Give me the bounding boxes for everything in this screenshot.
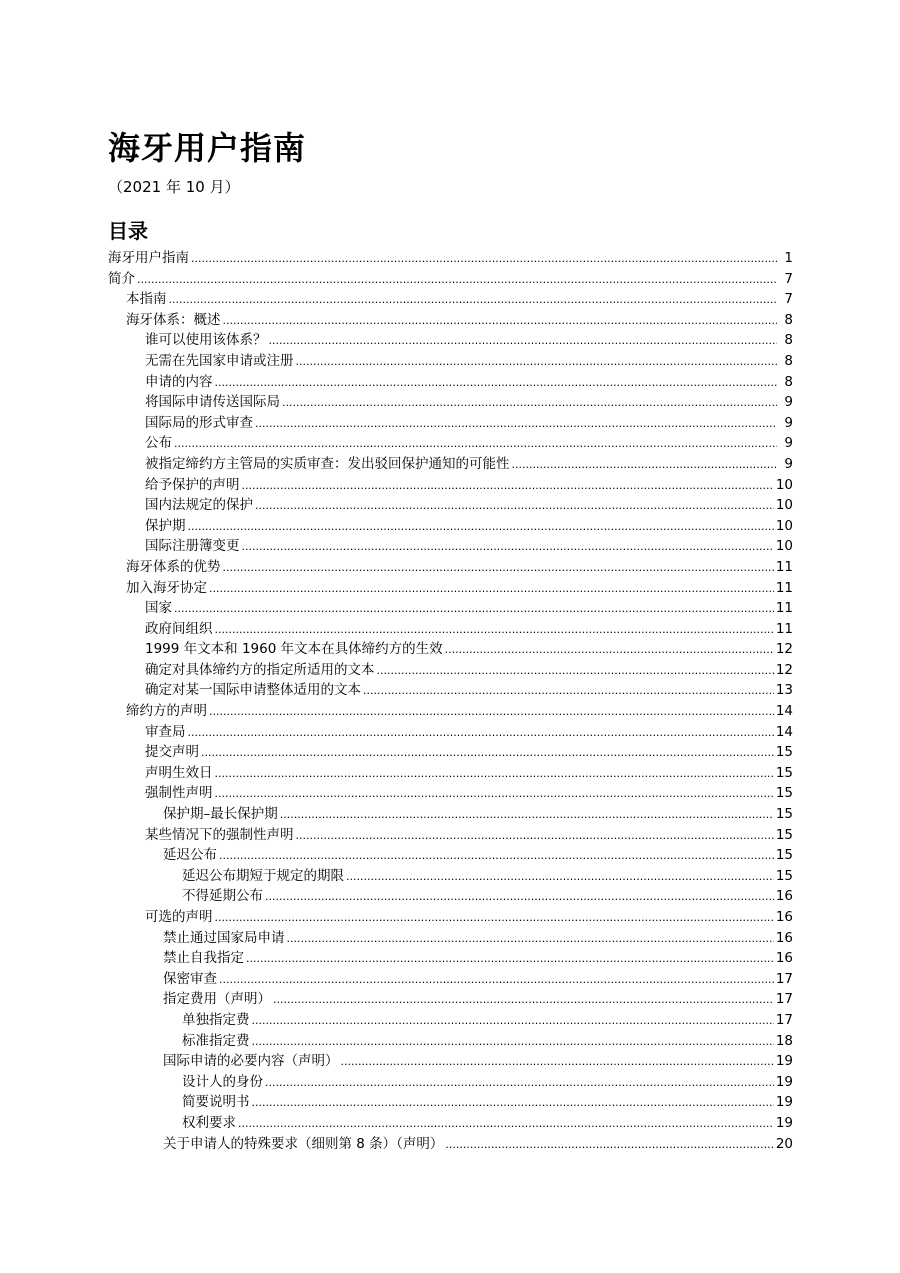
toc-entry[interactable] bbox=[108, 269, 793, 290]
toc-entry[interactable] bbox=[108, 536, 793, 557]
toc-entry-page-number: 19 bbox=[775, 1053, 793, 1070]
toc-entry-page-number: 18 bbox=[775, 1032, 793, 1049]
toc-dot-leader bbox=[238, 1114, 774, 1135]
toc-entry-page-number: 12 bbox=[775, 641, 793, 658]
toc-entry-title: 可选的声明 bbox=[145, 909, 213, 925]
toc-entry[interactable] bbox=[108, 1134, 793, 1155]
toc-entry[interactable] bbox=[108, 1072, 793, 1093]
toc-dot-leader bbox=[445, 1135, 773, 1156]
toc-entry-title: 海牙用户指南 bbox=[108, 250, 189, 266]
toc-dot-leader bbox=[223, 311, 778, 332]
toc-entry-page-number: 8 bbox=[784, 311, 793, 328]
document-title: 海牙用户指南 bbox=[108, 129, 307, 167]
toc-entry-title: 关于申请人的特殊要求（细则第 8 条）（声明） bbox=[163, 1135, 444, 1152]
toc-entry-title: 申请的内容 bbox=[145, 373, 213, 390]
toc-entry-title: 单独指定费 bbox=[182, 1011, 250, 1028]
toc-entry-page-number: 19 bbox=[775, 1073, 793, 1090]
toc-dot-leader bbox=[215, 784, 774, 805]
toc-dot-leader bbox=[137, 270, 777, 291]
toc-entry-title: 海牙体系：概述 bbox=[126, 311, 221, 328]
toc-entry-page-number: 16 bbox=[775, 929, 793, 946]
toc-entry-title: 保护期 bbox=[145, 517, 186, 534]
toc-dot-leader bbox=[169, 290, 778, 311]
toc-dot-leader bbox=[255, 496, 774, 517]
toc-entry-title: 无需在先国家申请或注册 bbox=[145, 352, 294, 369]
toc-entry-title: 政府间组织 bbox=[145, 620, 213, 637]
toc-dot-leader bbox=[445, 640, 774, 661]
toc-dot-leader bbox=[269, 331, 778, 352]
toc-entry-title: 加入海牙协定 bbox=[126, 579, 207, 596]
toc-entry-page-number: 19 bbox=[775, 1114, 793, 1131]
toc-entry[interactable] bbox=[108, 516, 793, 537]
toc-entry-page-number: 10 bbox=[775, 517, 793, 534]
toc-entry[interactable] bbox=[108, 948, 793, 969]
toc-entry-page-number: 8 bbox=[784, 352, 793, 369]
toc-entry[interactable] bbox=[108, 1113, 793, 1134]
toc-entry[interactable] bbox=[108, 886, 793, 907]
toc-entry-title: 公布 bbox=[145, 435, 172, 452]
toc-entry-title: 确定对某一国际申请整体适用的文本 bbox=[145, 682, 361, 699]
toc-entry[interactable] bbox=[108, 783, 793, 804]
toc-dot-leader bbox=[346, 867, 774, 888]
toc-entry[interactable] bbox=[108, 763, 793, 784]
toc-entry[interactable] bbox=[108, 907, 793, 928]
toc-entry-page-number: 17 bbox=[775, 991, 793, 1008]
toc-dot-leader bbox=[215, 373, 778, 394]
toc-entry-title: 本指南 bbox=[126, 291, 167, 308]
toc-entry-title: 标准指定费 bbox=[182, 1032, 250, 1049]
toc-entry-title: 某些情况下的强制性声明 bbox=[145, 826, 294, 843]
toc-dot-leader bbox=[242, 476, 774, 497]
toc-entry-title: 确定对具体缔约方的指定所适用的文本 bbox=[145, 661, 375, 678]
toc-entry[interactable] bbox=[108, 330, 793, 351]
toc-dot-leader bbox=[174, 599, 774, 620]
toc-entry-page-number: 8 bbox=[784, 332, 793, 349]
toc-dot-leader bbox=[215, 908, 774, 929]
toc-entry-title: 缔约方的声明 bbox=[126, 703, 207, 720]
toc-entry-page-number: 9 bbox=[784, 435, 793, 452]
toc-entry-page-number: 16 bbox=[775, 950, 793, 967]
toc-entry-page-number: 14 bbox=[775, 723, 793, 740]
toc-dot-leader bbox=[219, 970, 774, 991]
toc-dot-leader bbox=[215, 620, 774, 641]
toc-entry[interactable] bbox=[108, 413, 793, 434]
toc-dot-leader bbox=[188, 723, 774, 744]
toc-entry-page-number: 9 bbox=[784, 455, 793, 472]
toc-entry-title: 延迟公布期短于规定的期限 bbox=[182, 867, 344, 884]
toc-dot-leader bbox=[252, 1011, 774, 1032]
toc-entry-page-number: 7 bbox=[784, 291, 793, 308]
toc-entry-title: 禁止通过国家局申请 bbox=[163, 929, 285, 946]
toc-entry-title: 国际局的形式审查 bbox=[145, 414, 253, 431]
toc-entry[interactable] bbox=[108, 248, 793, 269]
toc-entry[interactable] bbox=[108, 701, 793, 722]
toc-entry-page-number: 12 bbox=[775, 661, 793, 678]
toc-entry-page-number: 15 bbox=[775, 806, 793, 823]
toc-entry-page-number: 1 bbox=[784, 250, 793, 266]
toc-entry-title: 设计人的身份 bbox=[182, 1073, 263, 1090]
toc-entry[interactable] bbox=[108, 845, 793, 866]
toc-entry-page-number: 13 bbox=[775, 682, 793, 699]
toc-entry[interactable] bbox=[108, 495, 793, 516]
toc-entry-title: 延迟公布 bbox=[163, 847, 217, 864]
table-of-contents bbox=[108, 248, 793, 1154]
toc-entry-title: 指定费用（声明） bbox=[163, 991, 271, 1008]
toc-entry-page-number: 17 bbox=[775, 970, 793, 987]
toc-dot-leader bbox=[296, 352, 778, 373]
toc-entry-page-number: 15 bbox=[775, 867, 793, 884]
toc-dot-leader bbox=[363, 681, 774, 702]
toc-entry[interactable] bbox=[108, 454, 793, 475]
toc-entry[interactable] bbox=[108, 825, 793, 846]
toc-entry-title: 国际申请的必要内容（声明） bbox=[163, 1053, 339, 1070]
toc-entry[interactable] bbox=[108, 598, 793, 619]
toc-entry[interactable] bbox=[108, 1031, 793, 1052]
toc-entry[interactable] bbox=[108, 722, 793, 743]
toc-entry-title: 简要说明书 bbox=[182, 1094, 250, 1111]
toc-entry-title: 被指定缔约方主管局的实质审查：发出驳回保护通知的可能性 bbox=[145, 455, 510, 472]
toc-dot-leader bbox=[341, 1052, 774, 1073]
toc-entry-title: 保密审查 bbox=[163, 970, 217, 987]
toc-entry-page-number: 19 bbox=[775, 1094, 793, 1111]
toc-entry-title: 简介 bbox=[108, 270, 135, 287]
toc-entry-page-number: 11 bbox=[775, 620, 793, 637]
toc-dot-leader bbox=[252, 1032, 774, 1053]
toc-entry-page-number: 11 bbox=[775, 579, 793, 596]
toc-dot-leader bbox=[201, 743, 774, 764]
toc-entry[interactable] bbox=[108, 289, 793, 310]
toc-entry[interactable] bbox=[108, 372, 793, 393]
toc-dot-leader bbox=[174, 434, 777, 455]
toc-entry-page-number: 11 bbox=[775, 558, 793, 575]
toc-entry[interactable] bbox=[108, 310, 793, 331]
toc-entry-page-number: 7 bbox=[784, 270, 793, 287]
toc-entry-title: 1999 年文本和 1960 年文本在具体缔约方的生效 bbox=[145, 641, 443, 658]
toc-dot-leader bbox=[265, 1073, 774, 1094]
toc-entry-page-number: 15 bbox=[775, 744, 793, 761]
toc-entry[interactable] bbox=[108, 557, 793, 578]
toc-entry-title: 权利要求 bbox=[182, 1114, 236, 1131]
toc-entry-title: 禁止自我指定 bbox=[163, 950, 244, 967]
toc-entry[interactable] bbox=[108, 619, 793, 640]
toc-entry[interactable] bbox=[108, 392, 793, 413]
document-date: （2021 年 10 月） bbox=[108, 178, 240, 196]
toc-dot-leader bbox=[246, 949, 774, 970]
toc-entry[interactable] bbox=[108, 660, 793, 681]
toc-entry[interactable] bbox=[108, 578, 793, 599]
toc-entry-title: 不得延期公布 bbox=[182, 888, 263, 905]
toc-entry-title: 保护期–最长保护期 bbox=[163, 806, 278, 823]
toc-heading: 目录 bbox=[108, 219, 148, 243]
toc-entry[interactable] bbox=[108, 680, 793, 701]
toc-entry[interactable] bbox=[108, 989, 793, 1010]
toc-entry-page-number: 10 bbox=[775, 476, 793, 493]
toc-entry-page-number: 15 bbox=[775, 847, 793, 864]
toc-entry[interactable] bbox=[108, 1010, 793, 1031]
toc-entry-page-number: 15 bbox=[775, 826, 793, 843]
toc-dot-leader bbox=[223, 558, 774, 579]
toc-entry-page-number: 11 bbox=[775, 600, 793, 617]
toc-dot-leader bbox=[512, 455, 778, 476]
toc-entry-title: 海牙体系的优势 bbox=[126, 558, 221, 575]
toc-entry-title: 提交声明 bbox=[145, 744, 199, 761]
toc-entry-title: 声明生效日 bbox=[145, 764, 213, 781]
toc-entry[interactable] bbox=[108, 866, 793, 887]
toc-dot-leader bbox=[188, 517, 774, 538]
toc-dot-leader bbox=[252, 1093, 774, 1114]
toc-entry-page-number: 10 bbox=[775, 497, 793, 514]
toc-entry-title: 审查局 bbox=[145, 723, 186, 740]
toc-dot-leader bbox=[280, 805, 774, 826]
toc-dot-leader bbox=[209, 702, 774, 723]
toc-entry-title: 谁可以使用该体系？ bbox=[145, 332, 267, 349]
toc-entry-title: 国内法规定的保护 bbox=[145, 497, 253, 514]
toc-entry-title: 给予保护的声明 bbox=[145, 476, 240, 493]
toc-entry-page-number: 10 bbox=[775, 538, 793, 555]
toc-dot-leader bbox=[282, 393, 777, 414]
toc-entry-page-number: 15 bbox=[775, 785, 793, 802]
toc-dot-leader bbox=[287, 929, 774, 950]
toc-dot-leader bbox=[191, 249, 777, 270]
toc-entry-title: 将国际申请传送国际局 bbox=[145, 394, 280, 411]
toc-entry-page-number: 8 bbox=[784, 373, 793, 390]
toc-dot-leader bbox=[296, 826, 774, 847]
toc-entry-page-number: 20 bbox=[775, 1135, 793, 1152]
toc-entry-page-number: 9 bbox=[784, 394, 793, 411]
toc-entry-page-number: 17 bbox=[775, 1011, 793, 1028]
toc-entry-page-number: 9 bbox=[784, 414, 793, 431]
toc-entry-page-number: 14 bbox=[775, 703, 793, 720]
toc-entry-page-number: 16 bbox=[775, 888, 793, 905]
toc-entry[interactable] bbox=[108, 433, 793, 454]
toc-entry[interactable] bbox=[108, 1051, 793, 1072]
toc-dot-leader bbox=[377, 661, 774, 682]
toc-entry[interactable] bbox=[108, 351, 793, 372]
toc-entry[interactable] bbox=[108, 804, 793, 825]
toc-dot-leader bbox=[209, 579, 774, 600]
toc-entry[interactable] bbox=[108, 742, 793, 763]
toc-dot-leader bbox=[255, 414, 777, 435]
toc-entry-title: 强制性声明 bbox=[145, 785, 213, 802]
toc-dot-leader bbox=[265, 887, 774, 908]
toc-entry[interactable] bbox=[108, 639, 793, 660]
toc-entry-title: 国际注册簿变更 bbox=[145, 538, 240, 555]
toc-dot-leader bbox=[215, 764, 774, 785]
toc-entry-title: 国家 bbox=[145, 600, 172, 617]
toc-dot-leader bbox=[242, 537, 774, 558]
toc-entry[interactable] bbox=[108, 928, 793, 949]
toc-entry-page-number: 16 bbox=[775, 909, 793, 925]
toc-dot-leader bbox=[273, 990, 774, 1011]
toc-entry-page-number: 15 bbox=[775, 764, 793, 781]
toc-entry[interactable] bbox=[108, 1092, 793, 1113]
toc-dot-leader bbox=[219, 846, 774, 867]
toc-entry[interactable] bbox=[108, 475, 793, 496]
toc-entry[interactable] bbox=[108, 969, 793, 990]
